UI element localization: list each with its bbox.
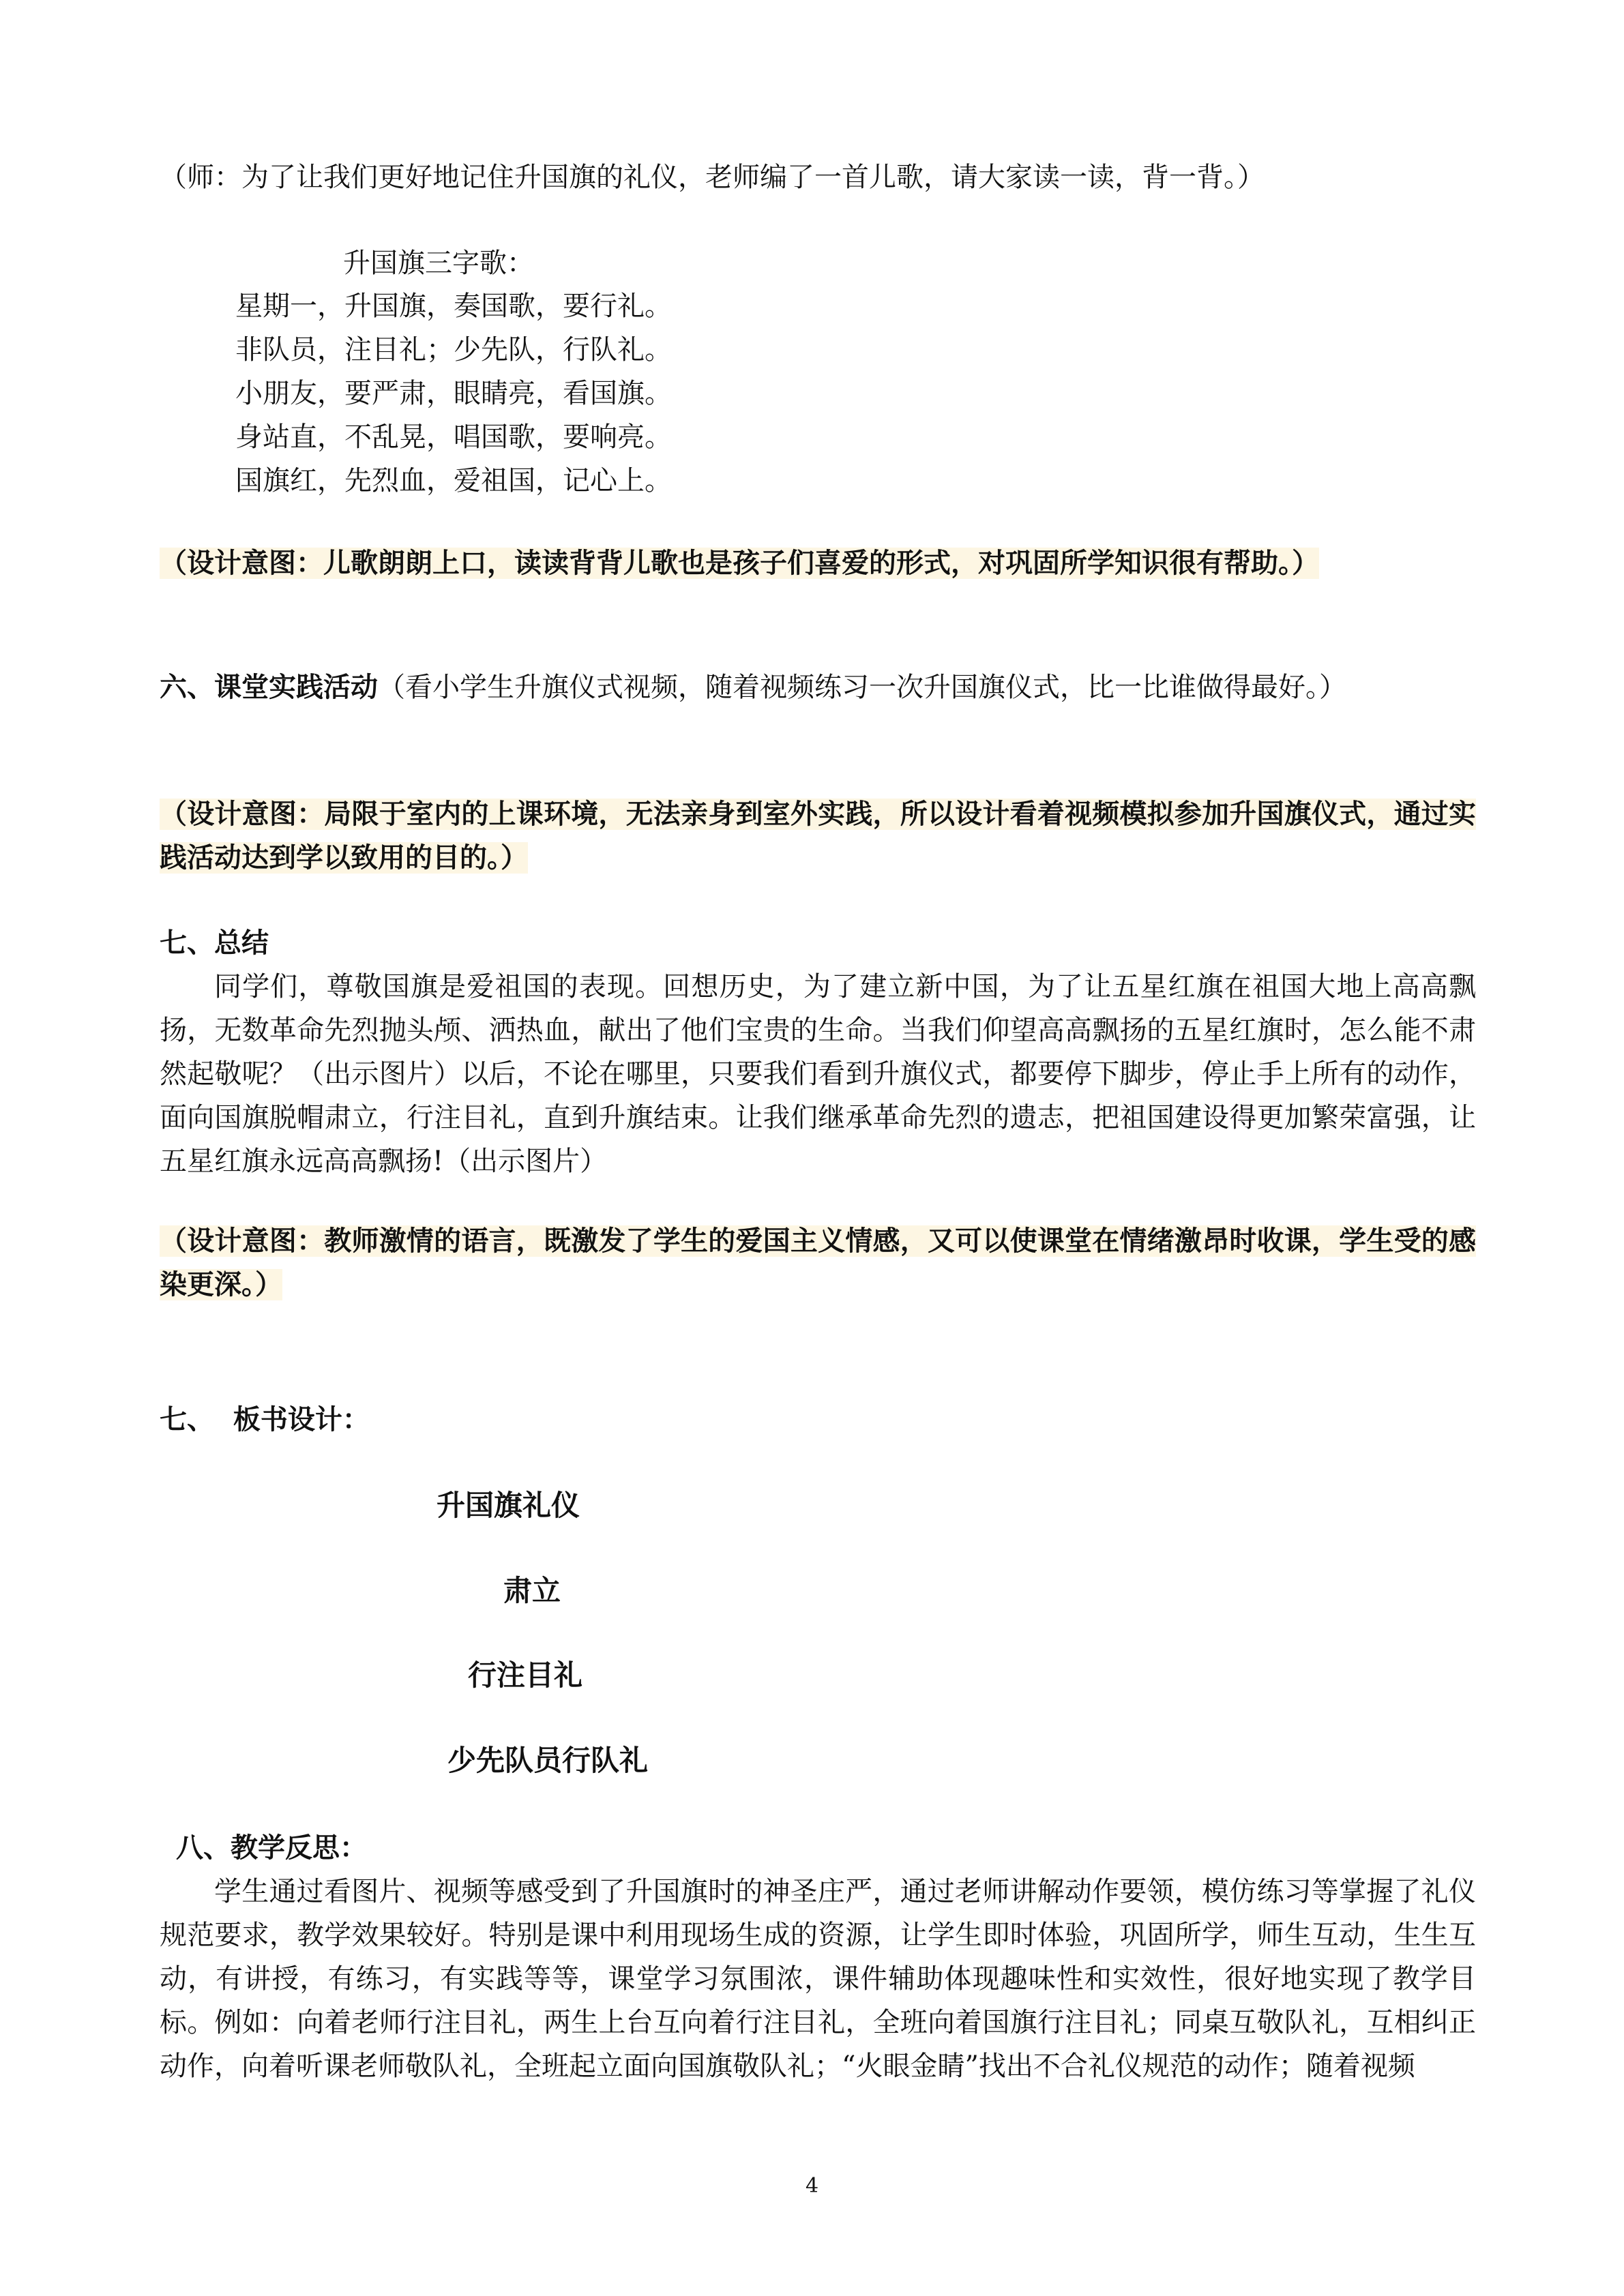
section-6 (160, 666, 1476, 709)
design-intent-2-text: （设计意图：局限于室内的上课环境，无法亲身到室外实践，所以设计看着视频模拟参加升国旗仪式，通过实践活动达到学以致用的目的。） (160, 799, 1476, 874)
design-intent-3 (160, 1219, 1476, 1307)
design-intent-2 (160, 792, 1476, 880)
board-item-2: 肃立 (503, 1574, 561, 1607)
poem-line-4: 身站直，不乱晃，唱国歌，要响亮。 (235, 421, 672, 453)
poem-line-3: 小朋友，要严肃，眼睛亮，看国旗。 (235, 378, 672, 409)
design-intent-3-text: （设计意图：教师激情的语言，既激发了学生的爱国主义情感，又可以使课堂在情绪激昂时收课，学生受的感染更深。） (160, 1225, 1476, 1300)
board-item-4: 少先队员行队礼 (447, 1744, 649, 1777)
page-number: 4 (805, 2174, 819, 2198)
design-intent-1-text: （设计意图：儿歌朗朗上口，读读背背儿歌也是孩子们喜爱的形式，对巩固所学知识很有帮助。） (160, 548, 1319, 579)
section-8-text: 学生通过看图片、视频等感受到了升国旗时的神圣庄严，通过老师讲解动作要领，模仿练习等掌握了礼仪规范要求，教学效果较好。特别是课中利用现场生成的资源，让学生即时体验，巩固所学，师生互动，生生互动，有讲授，有练习，有实践等等，课堂学习氛围浓，课件辅助体现趣味性和实效性，很好地实现了教学目标。例如：向着老师行注目礼，两生上台互向着行注目礼，全班向着国旗行注目礼；同桌互敬队礼，互相纠正动作，向着听课老师敬队礼，全班起立面向国旗敬队礼；“火眼金睛”找出不合礼仪规范的动作；随着视频 (160, 1876, 1476, 2082)
section-7-paragraph (160, 965, 1476, 1183)
poem-title: 升国旗三字歌： (343, 248, 534, 279)
poem-line-2: 非队员，注目礼；少先队，行队礼。 (235, 334, 672, 366)
poem-line-5: 国旗红，先烈血，爱祖国，记心上。 (235, 465, 672, 496)
design-intent-1 (160, 541, 1476, 585)
intro-text: （师：为了让我们更好地记住升国旗的礼仪，老师编了一首儿歌，请大家读一读，背一背。） (160, 162, 1265, 193)
section-7-text: 同学们，尊敬国旗是爱祖国的表现。回想历史，为了建立新中国，为了让五星红旗在祖国大地上高高飘扬，无数革命先烈抛头颅、洒热血，献出了他们宝贵的生命。当我们仰望高高飘扬的五星红旗时，怎么能不肃然起敬呢？（出示图片）以后，不论在哪里，只要我们看到升旗仪式，都要停下脚步，停止手上所有的动作，面向国旗脱帽肃立，行注目礼，直到升旗结束。让我们继承革命先烈的遗志，把祖国建设得更加繁荣富强，让五星红旗永远高高飘扬!（出示图片） (160, 971, 1476, 1177)
section-8-paragraph (160, 1870, 1476, 2088)
section-6-heading: 六、课堂实践活动 (160, 672, 378, 703)
section-8-heading: 八、教学反思： (176, 1832, 367, 1864)
board-item-3: 行注目礼 (468, 1658, 583, 1692)
poem-line-1: 星期一，升国旗，奏国歌，要行礼。 (235, 290, 672, 322)
section-7-heading: 七、总结 (160, 927, 269, 959)
board-item-1: 升国旗礼仪 (437, 1489, 580, 1522)
section-6-text: （看小学生升旗仪式视频，随着视频练习一次升国旗仪式，比一比谁做得最好。） (378, 672, 1346, 703)
intro-paragraph (160, 155, 1476, 199)
board-heading: 七、 板书设计： (160, 1404, 370, 1435)
